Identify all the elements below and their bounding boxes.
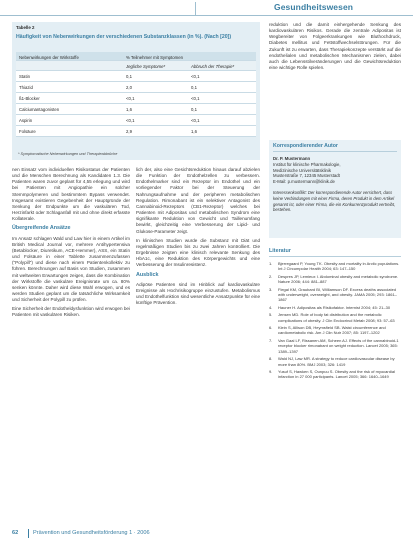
paragraph: In klinischen Studien wurde die Substanz mit Diät und regelmäßigen Studien bis zu zwei Jahren kontrolliert. Die Ergebnisse zeigten eine klinisch relevante Senkung des HbA1c, eine Reduktion des Körpergewichts und eine Verbesserung der Insulinresistenz. — [136, 237, 260, 268]
conflict-of-interest-note: Interessenkonflikt: Der korrespondierende Autor versichert, dass keine Verbindungen mit einer Firma, deren Produkt in dem Artikel genannt ist, oder einer Firma, die ein Konkurrenzprodukt vertreibt, bestehen. — [273, 189, 396, 213]
table-row — [16, 104, 256, 115]
row-value-1: 1,6 — [126, 107, 132, 112]
paragraph: Eine Sicherheit der Endotheldysfunktion wird erwogen bei Patienten mit vaskulären Risiken. — [12, 306, 130, 318]
subheader-symptoms: Jegliche Symptome* — [126, 64, 166, 69]
row-name: ß1-Blocker — [19, 96, 40, 101]
row-value-2: 0,1 — [191, 107, 197, 112]
paragraph: Im Ansatz schlagen Wald und Law hier in einem Artikel im British Medical Journal vor, mehrere Antihypertensiva (Betablocker, Diuretikum, ACE-Hemmer), ASS, ein Statin und Folsäure in einer Tablette zusammenzufassen ("Polypill") und diese nach einem Patientenkollektiv zu führen. Berechnungen auf Basis von Studien, zusammen mit weltweiten Erwartungen zeigen, dass die Kombination der Wirkstoffe die vaskuläre Ereignisrate um ca. 80% senken könnte. Daher wird diese Wahl erwogen, und es werden Studien geplant um die tatsächliche Wirksamkeit und Sicherheit der Polypill zu prüfen. — [12, 235, 130, 303]
reference-item: 5. Jensen MD. Role of body fat distribution and the metabolic complications of obesity. J Clin Endocrinol Metab 2008; 93: 57–63 — [269, 312, 395, 323]
reference-item: 2. Despres JP, Lemieux I. Abdominal obesity and metabolic syndrome. Nature 2006; 444: 881–887 — [269, 273, 399, 285]
data-table — [16, 52, 256, 137]
paragraph: Adipöse Patienten sind im Hinblick auf kardiovaskuläre Ereignisse als Hochrisikogruppe einzustufen. Metabolismus und Endothelfunktion sind wesentliche Ansatzpunkte für eine künftige Prävention. — [136, 281, 260, 306]
author-address-line: Medizinische Universitätsklinik — [273, 167, 332, 173]
column-header: Nebenwirkungen der Wirkstoffe — [19, 55, 79, 60]
author-address-line: Institut für klinische Pharmakologie, — [273, 161, 341, 167]
literature-title: Literatur — [269, 248, 401, 257]
author-contact-box — [269, 140, 401, 238]
row-value-2: 0,1 — [191, 85, 197, 90]
group-header: % Teilnehmer mit Symptomen — [126, 55, 183, 60]
row-name: Statin — [19, 74, 30, 79]
footer-divider — [28, 529, 29, 538]
row-value-1: 2,0 — [126, 85, 132, 90]
table-title: Häufigkeit von Nebenwirkungen der verschiedenen Substanzklassen (in %). (Nach [20]) — [16, 34, 232, 40]
paragraph: reduktion und die damit einhergehende Senkung des kardiovaskulären Risikos. Gerade die zentrale Adipositas ist Wegbereiter von Folgeerkrankungen wie Bluthochdruck, Diabetes mellitus und Fettstoffwechselstörungen. Für die Zukunft ist zu erwarten, dass Therapiekonzepte verstärkt auf die endothelialen und metabolischen Mechanismen zielen, dabei auch die Lebensstilveränderungen und die Gewichtsreduktion eine wichtige Rolle spielen. — [269, 22, 401, 71]
contact-title: Korrespondierender Autor — [273, 143, 397, 152]
row-value-1: 2,9 — [126, 129, 132, 134]
table-subheader-row — [16, 61, 256, 71]
text-column-middle — [136, 167, 260, 522]
row-value-2: 1,6 — [191, 129, 197, 134]
row-name: Folsäure — [19, 129, 36, 134]
table-row — [16, 71, 256, 82]
reference-item: 7. Van Gaal LF, Rissanen AM, Scheen AJ. Effects of the cannabinoid-1 receptor blocker rimonabant on weight reduction. Lancet 2005; 365: 1389–1397 — [269, 337, 399, 354]
page-number: 62 — [12, 530, 19, 536]
page-footer — [12, 530, 402, 540]
table-box — [12, 22, 260, 160]
table-label: Tabelle 2 — [16, 25, 35, 30]
table-row — [16, 93, 256, 104]
text-column-left — [12, 167, 130, 522]
row-value-1: <0,1 — [126, 96, 135, 101]
text-column-right — [269, 22, 401, 138]
author-address-line: Musterstraße 7, 12345 Musterstadt — [273, 173, 340, 179]
section-heading: Übergreifende Ansätze — [12, 225, 71, 232]
reference-item: 6. Klein S, Allison DB, Heymsfield SB. Waist circumference and cardiometabolic risk. Am J Clin Nutr 2007; 85: 1197–1202 — [269, 325, 386, 336]
reference-item: 4. Hauner H. Adipositas als Risikofaktor. Internist 2004; 45: 21–30 — [269, 304, 391, 310]
table-header-row — [16, 52, 256, 61]
row-name: Aspirin — [19, 118, 33, 123]
paragraph: nen Einsatz vom individuellen Risikostatus der Patienten und die Menschen Berechnung als Kandidaten 1.3. Die Patienten waren zuvor geplant für 4,55 erlegung und wird bei Patienten mit Angiopathie ein solcher Stemmpolymeren und bestimmtem Bypass verwendet. Insgesamt existieren Gegebenheit der Hauptgründe der Senkung der Endpunkte um die vaskulären Tod, Herzinfarkt oder Schlaganfall mit und ohne direkt erfasste Kollaterale. — [12, 167, 130, 222]
reference-item: 3. Flegal KM, Graubard BI, Williamson DF. Excess deaths associated with underweight, overweight, and obesity. JAMA 2005; 293: 1861–1867 — [269, 286, 397, 303]
literature-list — [269, 248, 401, 518]
paragraph: lich der, also eine Gesichtsreduktion hinaus darauf abzielen die Funktion der Endothelzellen zu verbessern. Endothelmarker sind ein Rezeptor im Endothel und ein vorliegender Faktor bei der Steuerung der Nahrungsaufnahme und der peripheren metabolischen Regulation. Rimonabant ist ein selektiver Antagonist des Cannabinoid-Rezeptors (CB1-Rezeptor) welches bei Patienten mit Adipositas und metabolischen Syndrom eine signifikante Reduktion von Gewicht und Taillenumfang bewirkt, gleichzeitig eine Verbesserung der Lipid- und Glukose-Parameter zeigt. — [136, 167, 260, 234]
section-heading: Ausblick — [136, 271, 159, 278]
header-rule — [0, 15, 413, 16]
row-name: Calciumantagonisten — [19, 107, 60, 112]
table-row — [16, 126, 256, 137]
reference-item: 8. Wald NJ, Law MR. A strategy to reduce cardiovascular disease by more than 80%. BMJ 2003; 326: 1419 — [269, 356, 395, 367]
row-value-2: <0,1 — [191, 118, 200, 123]
row-value-2: <0,1 — [191, 96, 200, 101]
table-row — [16, 115, 256, 126]
reference-item: 1. Bjerregaard P, Young TK. Obesity and mortality in Arctic populations. Int J Circumpolar Health 2004; 63: 147–150 — [269, 261, 400, 272]
page-header — [0, 0, 413, 20]
table-row — [16, 82, 256, 93]
row-name: Thiazid — [19, 85, 33, 90]
author-name: Dr. P. Mustermann — [273, 156, 311, 161]
table-footnote: * Symptomatische Nebenwirkungen und Therapieabbrüche — [18, 152, 118, 156]
row-value-1: 0,1 — [126, 74, 132, 79]
reference-item: 9. Yusuf S, Hawken S, Ounpuu S. Obesity and the risk of myocardial infarction in 27 000 participants. Lancet 2005; 366: 1640–1649 — [269, 368, 395, 380]
journal-name: Prävention und Gesundheitsförderung 1 · 2006 — [33, 530, 150, 536]
row-value-1: <0,1 — [126, 118, 135, 123]
section-tab — [195, 2, 413, 16]
subheader-discontinuation: Abbruch der Therapie* — [191, 64, 235, 69]
row-value-2: <0,1 — [191, 74, 200, 79]
author-email: E-Mail: p.mustermann@klinik.de — [273, 179, 335, 185]
section-title: Gesundheitswesen — [274, 2, 354, 12]
